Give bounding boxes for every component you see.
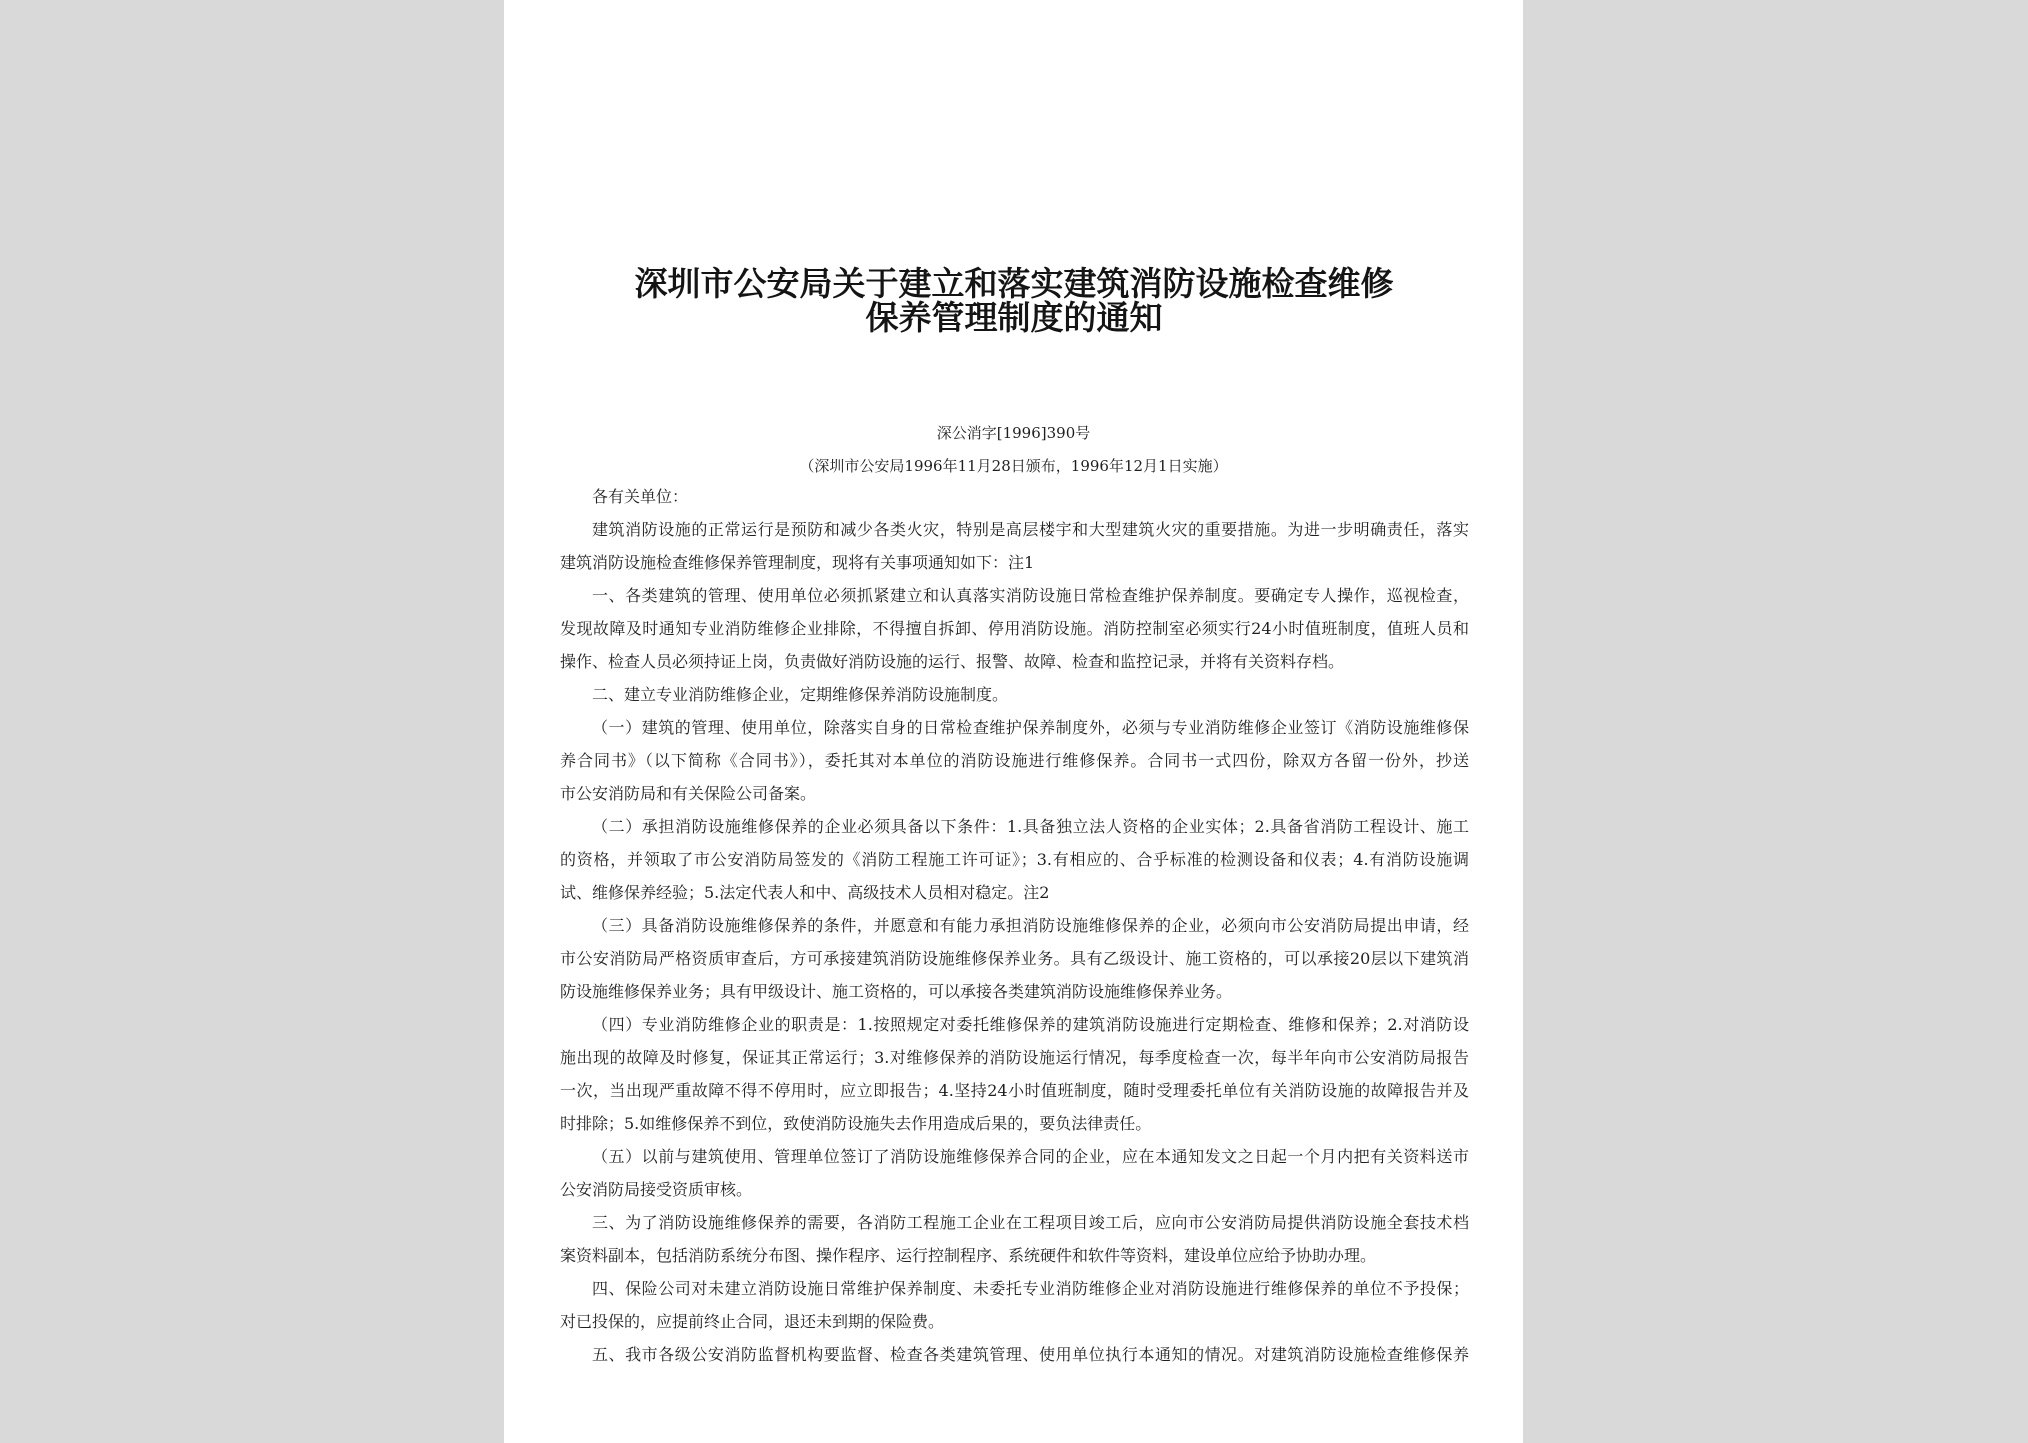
body-line: （二）承担消防设施维修保养的企业必须具备以下条件：1.具备独立法人资格的企业实体；2.具备省消防工程设计、施工 [592, 817, 1469, 836]
document-number: 深公消字[1996]390号 [936, 424, 1091, 442]
body-line: 建筑消防设施的正常运行是预防和减少各类火灾，特别是高层楼宇和大型建筑火灾的重要措施。为进一步明确责任，落实 [592, 520, 1469, 539]
document-title-line-2: 保养管理制度的通知 [865, 298, 1163, 337]
body-line: 时排除；5.如维修保养不到位，致使消防设施失去作用造成后果的，要负法律责任。 [560, 1114, 1152, 1133]
body-line: （五）以前与建筑使用、管理单位签订了消防设施维修保养合同的企业，应在本通知发文之日起一个月内把有关资料送市 [592, 1147, 1469, 1166]
body-line: 市公安消防局和有关保险公司备案。 [560, 784, 817, 803]
body-line: （四）专业消防维修企业的职责是：1.按照规定对委托维修保养的建筑消防设施进行定期检查、维修和保养；2.对消防设 [592, 1015, 1469, 1034]
body-line: （一）建筑的管理、使用单位，除落实自身的日常检查维护保养制度外，必须与专业消防维修企业签订《消防设施维修保 [592, 718, 1469, 737]
body-line: 一、各类建筑的管理、使用单位必须抓紧建立和认真落实消防设施日常检查维护保养制度。要确定专人操作，巡视检查， [592, 586, 1469, 605]
document-page [504, 0, 1523, 1443]
body-line: 操作、检查人员必须持证上岗，负责做好消防设施的运行、报警、故障、检查和监控记录，并将有关资料存档。 [560, 652, 1345, 671]
document-title-line-1: 深圳市公安局关于建立和落实建筑消防设施检查维修 [634, 264, 1394, 303]
body-line: 对已投保的，应提前终止合同，退还未到期的保险费。 [560, 1312, 945, 1331]
body-line: 三、为了消防设施维修保养的需要，各消防工程施工企业在工程项目竣工后，应向市公安消防局提供消防设施全套技术档 [592, 1213, 1469, 1232]
issue-date-note: （深圳市公安局1996年11月28日颁布，1996年12月1日实施） [799, 457, 1228, 475]
body-line: 五、我市各级公安消防监督机构要监督、检查各类建筑管理、使用单位执行本通知的情况。对建筑消防设施检查维修保养 [592, 1345, 1469, 1364]
body-line: 四、保险公司对未建立消防设施日常维护保养制度、未委托专业消防维修企业对消防设施进行维修保养的单位不予投保； [592, 1279, 1469, 1298]
body-line: 防设施维修保养业务；具有甲级设计、施工资格的，可以承接各类建筑消防设施维修保养业务。 [560, 982, 1233, 1001]
body-line: 养合同书》（以下简称《合同书》），委托其对本单位的消防设施进行维修保养。合同书一式四份，除双方各留一份外，抄送 [560, 751, 1469, 770]
body-line: 案资料副本，包括消防系统分布图、操作程序、运行控制程序、系统硬件和软件等资料，建设单位应给予协助办理。 [560, 1246, 1377, 1265]
body-line: （三）具备消防设施维修保养的条件，并愿意和有能力承担消防设施维修保养的企业，必须向市公安消防局提出申请，经 [592, 916, 1469, 935]
body-line: 试、维修保养经验；5.法定代表人和中、高级技术人员相对稳定。注2 [560, 883, 1050, 902]
body-line: 发现故障及时通知专业消防维修企业排除，不得擅自拆卸、停用消防设施。消防控制室必须实行24小时值班制度，值班人员和 [560, 619, 1469, 638]
body-line: 二、建立专业消防维修企业，定期维修保养消防设施制度。 [592, 685, 1009, 704]
body-line: 施出现的故障及时修复，保证其正常运行；3.对维修保养的消防设施运行情况，每季度检查一次，每半年向市公安消防局报告 [560, 1048, 1469, 1067]
body-line: 公安消防局接受资质审核。 [560, 1180, 753, 1199]
body-line: 的资格，并领取了市公安消防局签发的《消防工程施工许可证》；3.有相应的、合乎标准的检测设备和仪表；4.有消防设施调 [560, 850, 1469, 869]
body-line: 建筑消防设施检查维修保养管理制度，现将有关事项通知如下：注1 [560, 553, 1035, 572]
body-line: 一次，当出现严重故障不得不停用时，应立即报告；4.坚持24小时值班制度，随时受理委托单位有关消防设施的故障报告并及 [560, 1081, 1469, 1100]
body-line: 市公安消防局严格资质审查后，方可承接建筑消防设施维修保养业务。具有乙级设计、施工资格的，可以承接20层以下建筑消 [560, 949, 1469, 968]
body-line: 各有关单位： [592, 487, 689, 506]
